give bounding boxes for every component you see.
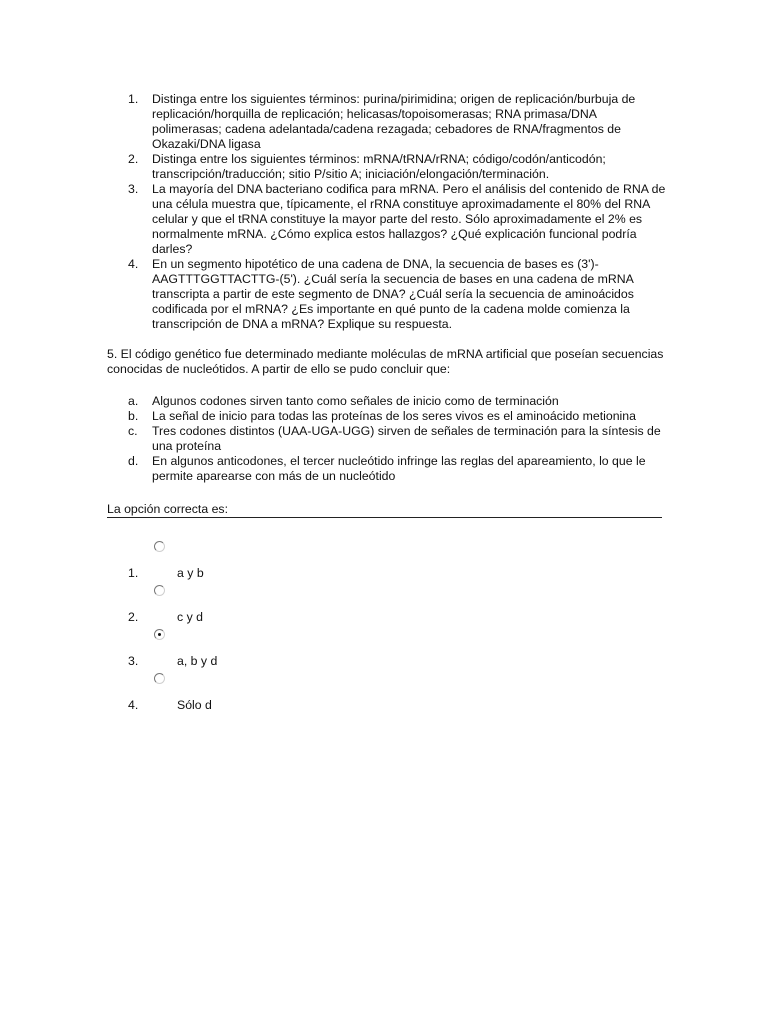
option-item <box>107 394 667 409</box>
option-text: Tres codones distintos (UAA-UGA-UGG) sirven de señales de terminación para la síntesis de una proteína <box>152 424 661 453</box>
choice-text: c y d <box>177 610 203 624</box>
question-item <box>107 92 667 152</box>
option-text: En algunos anticodones, el tercer nucleótido infringe las reglas del apareamiento, lo que le permite aparearse con más de un nucleótido <box>152 454 646 483</box>
choice-text: Sólo d <box>177 698 212 712</box>
choice-text: a y b <box>177 566 204 580</box>
question-5-text: 5. El código genético fue determinado mediante moléculas de mRNA artificial que poseían secuencias conocidas de nucleótidos. A partir de ello se pudo concluir que: <box>107 347 664 376</box>
option-item <box>107 454 667 484</box>
question-text: En un segmento hipotético de una cadena de DNA, la secuencia de bases es (3')-AAGTTTGGTTACTTG-(5'). ¿Cuál sería la secuencia de bases en una cadena de mRNA transcripta a partir de este segmento de DNA? ¿Cuál sería la secuencia de aminoácidos codificada por el mRNA? ¿Es importante en qué punto de la cadena molde comienza la transcripción de DNA a mRNA? Explique su respuesta. <box>152 257 634 331</box>
radio-dot-icon <box>158 633 161 636</box>
choice-radio-2[interactable] <box>154 585 165 596</box>
question-number: 4. <box>128 257 139 271</box>
choice-number: 4. <box>128 698 139 712</box>
question-item <box>107 257 667 332</box>
option-text: Algunos codones sirven tanto como señales de inicio como de terminación <box>152 394 559 408</box>
option-list <box>107 394 667 484</box>
question-text: La mayoría del DNA bacteriano codifica para mRNA. Pero el análisis del contenido de RNA de una célula muestra que, típicamente, el rRNA constituye aproximadamente el 80% del RNA celular y que el tRNA constituye la mayor parte del resto. Sólo aproximadamente el 2% es normalmente mRNA. ¿Cómo explica estos hallazgos? ¿Qué explicación funcional podría darles? <box>152 182 666 256</box>
answer-label: La opción correcta es: <box>107 502 662 518</box>
option-letter: a. <box>128 394 139 408</box>
option-letter: c. <box>128 424 138 438</box>
choice-number: 1. <box>128 566 139 580</box>
option-letter: b. <box>128 409 139 423</box>
question-number: 2. <box>128 152 139 166</box>
question-number: 3. <box>128 182 139 196</box>
choice-radio-1[interactable] <box>154 541 165 552</box>
option-letter: d. <box>128 454 139 468</box>
question-item <box>107 182 667 257</box>
choice-radio-4[interactable] <box>154 673 165 684</box>
question-number: 1. <box>128 92 139 106</box>
choice-number: 2. <box>128 610 139 624</box>
question-list <box>107 92 667 332</box>
question-text: Distinga entre los siguientes términos: mRNA/tRNA/rRNA; código/codón/anticodón; transcripción/traducción; sitio P/sitio A; iniciación/elongación/terminación. <box>152 152 606 181</box>
option-text: La señal de inicio para todas las proteínas de los seres vivos es el aminoácido metionina <box>152 409 636 423</box>
choice-text: a, b y d <box>177 654 218 668</box>
question-text: Distinga entre los siguientes términos: purina/pirimidina; origen de replicación/burbuja de replicación/horquilla de replicación; helicasas/topoisomerasas; RNA primasa/DNA polimerasas; cadena adelantada/cadena rezagada; cebadores de RNA/fragmentos de Okazaki/DNA ligasa <box>152 92 636 151</box>
option-item <box>107 424 667 454</box>
choice-number: 3. <box>128 654 139 668</box>
question-item <box>107 152 667 182</box>
choice-radio-3[interactable] <box>154 629 165 640</box>
option-item <box>107 409 667 424</box>
